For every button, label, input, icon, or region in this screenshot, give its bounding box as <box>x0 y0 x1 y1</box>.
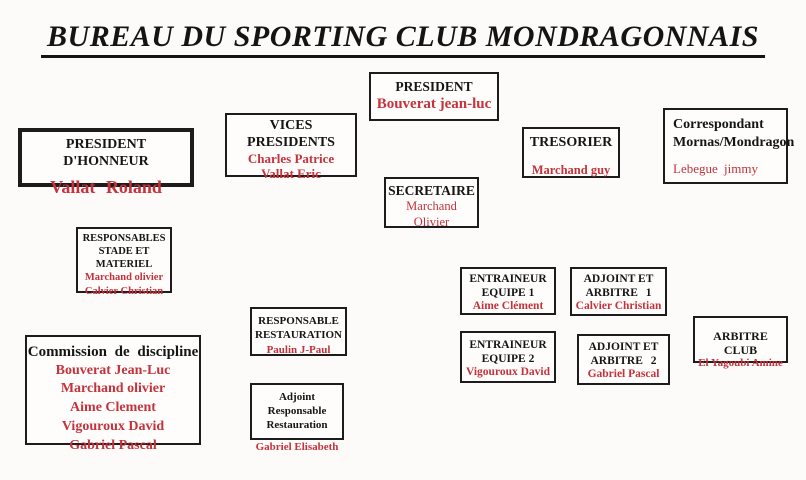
box-title: Adjoint Responsable <box>267 391 327 417</box>
member-name: Gabriel Pascal <box>69 437 157 453</box>
box-title: RESTAURATION <box>255 328 342 341</box>
member-name: Vallat Eric <box>261 166 321 182</box>
member-name: Paulin J-Paul <box>266 343 331 356</box>
box-title: ENTRAINEUR <box>469 339 547 351</box>
box-title: RESPONSABLE <box>258 315 339 327</box>
member-name: Gabriel Pascal <box>587 368 660 381</box>
box-title: ADJOINT ET <box>588 341 659 353</box>
box-entraineur-equipe-2 <box>460 331 556 383</box>
box-title: ARBITRE 2 <box>590 354 657 367</box>
box-title: RESPONSABLES <box>82 233 166 244</box>
member-name: Charles Patrice <box>247 151 335 167</box>
box-president-honneur <box>18 128 194 198</box>
member-name: Gabriel Elisabeth <box>255 441 339 454</box>
box-adjoint-arbitre-2 <box>577 334 670 385</box>
member-name: Vigouroux David <box>61 418 165 434</box>
box-title: EQUIPE 2 <box>481 352 535 365</box>
box-title: ARBITRE 1 <box>585 286 652 299</box>
box-title: PRESIDENTS <box>247 134 335 150</box>
member-name: El Yagoubi Amine <box>698 357 783 370</box>
box-arbitre-club <box>693 316 788 370</box>
box-title: PRESIDENT <box>395 79 473 94</box>
member-name: Marchand guy <box>531 162 611 177</box>
box-title: Commission de discipline <box>27 344 199 360</box>
box-entraineur-equipe-1 <box>460 267 556 315</box>
member-name: Bouverat Jean-Luc <box>55 362 171 378</box>
member-name: Marchand olivier <box>60 381 166 397</box>
box-title: Mornas/Mondragon <box>673 134 795 150</box>
box-title: Restauration <box>266 418 328 431</box>
box-title: ENTRAINEUR <box>469 273 547 285</box>
box-responsables-stade-materiel <box>76 227 172 298</box>
member-name: Marchand olivier <box>84 272 164 284</box>
member-name: Bouverat jean-luc <box>376 95 492 112</box>
box-correspondant-mornas-mondragon <box>663 108 795 184</box>
box-title: Correspondant <box>673 117 764 132</box>
box-title: TRESORIER <box>529 135 613 150</box>
box-secretaire <box>384 177 479 228</box>
box-title: VICES <box>269 118 313 133</box>
box-title: ARBITRE CLUB <box>713 329 768 358</box>
box-tresorier <box>522 127 620 178</box>
box-responsable-restauration <box>250 307 347 356</box>
member-name: Vigouroux David <box>465 366 551 379</box>
box-title: EQUIPE 1 <box>481 286 535 299</box>
member-name: Vallat Roland <box>50 177 162 198</box>
box-adjoint-responsable-restauration <box>250 383 344 454</box>
member-name: Calvier Christian <box>575 300 662 313</box>
member-name: Olivier <box>413 214 450 229</box>
member-name: Aime Clement <box>70 400 156 416</box>
box-title: PRESIDENT D'HONNEUR <box>63 137 149 169</box>
box-title: SECRETAIRE <box>388 183 475 198</box>
box-adjoint-arbitre-1 <box>570 267 667 316</box>
box-title: STADE ET <box>98 245 150 257</box>
box-president <box>369 72 499 121</box>
member-name: Marchand <box>406 198 457 213</box>
box-commission-discipline <box>25 335 201 453</box>
box-vices-presidents <box>225 113 357 182</box>
member-name: Calvier Christian <box>84 286 164 298</box>
member-name: Aime Clément <box>472 300 544 313</box>
box-title: MATERIEL <box>95 258 153 270</box>
member-name: Lebegue jimmy <box>673 161 758 176</box>
box-title: ADJOINT ET <box>583 273 654 285</box>
page-title: BUREAU DU SPORTING CLUB MONDRAGONNAIS <box>41 20 765 58</box>
